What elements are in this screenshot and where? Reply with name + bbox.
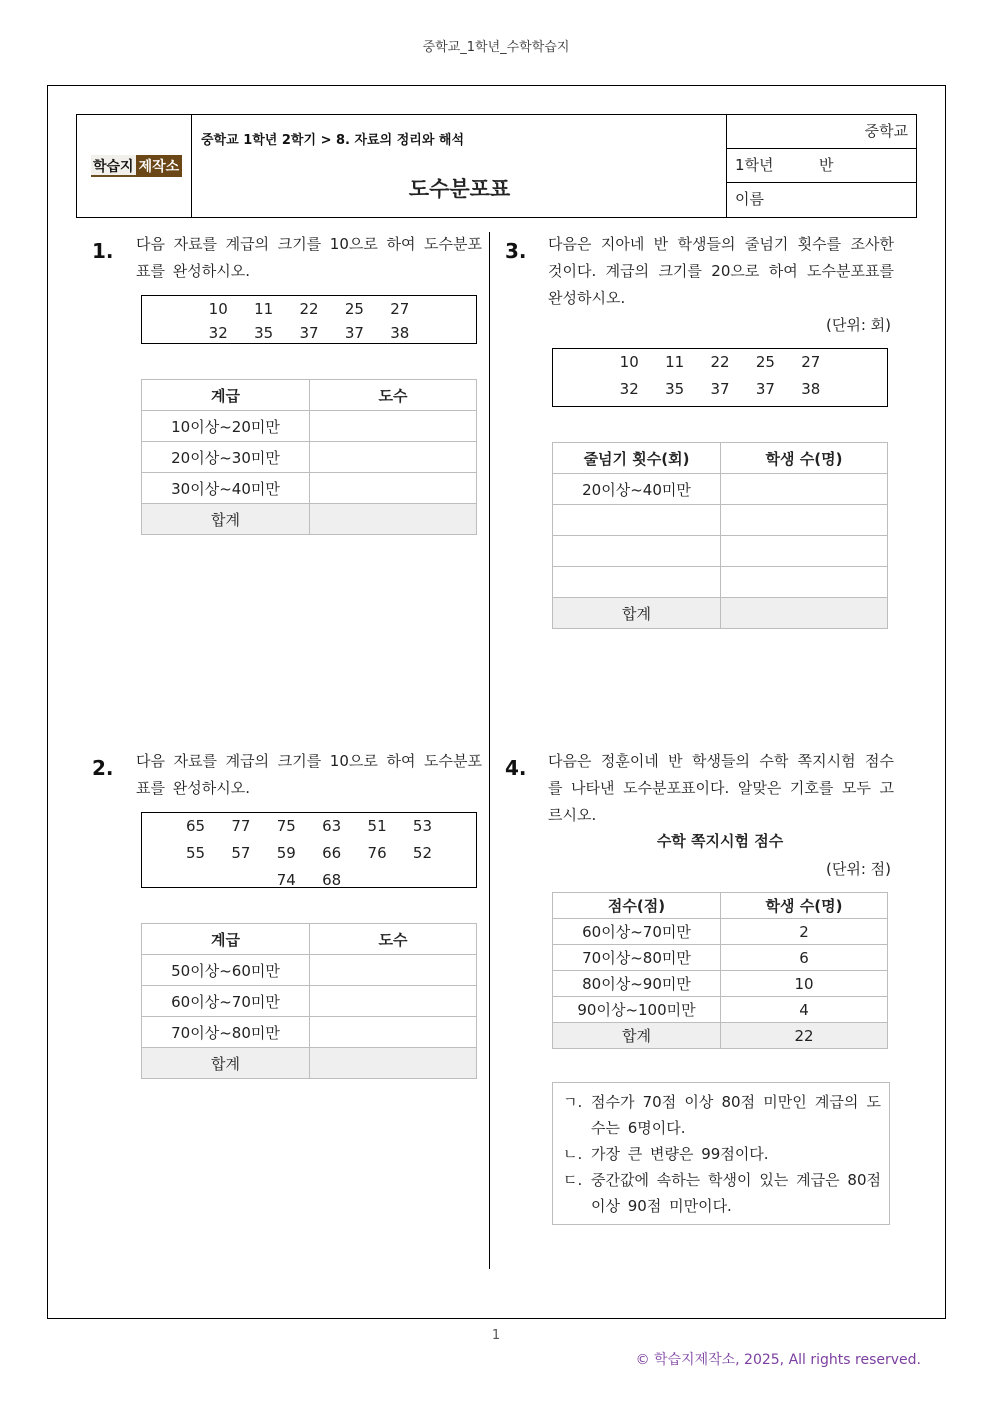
q1-number: 1. xyxy=(92,239,114,263)
document-header-title: 중학교_1학년_수학학습지 xyxy=(422,40,570,55)
q3-text: 다음은 지아네 반 학생들의 줄넘기 횟수를 조사한 것이다. 계급의 크기를 20으로 하여 도수분포표를 완성하시오. xyxy=(548,235,894,307)
table-total-row xyxy=(142,504,477,535)
q4-number: 4. xyxy=(505,756,527,780)
q4-choice-c[interactable] xyxy=(563,1167,881,1219)
worksheet-header xyxy=(76,114,917,218)
q3-col-count: 줄넘기 횟수(회) xyxy=(553,443,721,474)
q4-col-students: 학생 수(명) xyxy=(721,893,888,919)
q2-number: 2. xyxy=(92,756,114,780)
q4-choice-a[interactable] xyxy=(563,1089,881,1141)
table-row xyxy=(553,945,888,971)
q4-col-score: 점수(점) xyxy=(553,893,721,919)
q4-unit-note: (단위: 점) xyxy=(826,860,891,878)
grade-class-field[interactable] xyxy=(727,149,916,183)
brand-logo xyxy=(91,155,182,177)
q4-total-value: 22 xyxy=(721,1023,888,1049)
q4-row-1-count: 2 xyxy=(721,919,888,945)
q3-total-label: 합계 xyxy=(553,598,721,629)
q4-row-4-count: 4 xyxy=(721,997,888,1023)
q3-row-2-answer[interactable] xyxy=(721,505,888,536)
q1-col-frequency: 도수 xyxy=(310,380,477,411)
table-row xyxy=(553,536,888,567)
table-total-row xyxy=(553,1023,888,1049)
q1-data-line-1: 10 11 22 25 27 xyxy=(208,300,410,318)
logo-text-part1: 학습지 xyxy=(91,155,136,177)
school-field: 중학교 xyxy=(727,115,916,149)
table-header-row xyxy=(553,893,888,919)
q3-data-line-1: 10 11 22 25 27 xyxy=(619,353,821,371)
table-total-row xyxy=(142,1048,477,1079)
q2-row-2-class: 60이상~70미만 xyxy=(142,986,310,1017)
q3-total-answer[interactable] xyxy=(721,598,888,629)
q2-col-class: 계급 xyxy=(142,924,310,955)
table-header-row xyxy=(142,924,477,955)
q2-data-line-2: 55 57 59 66 76 52 xyxy=(185,844,433,862)
q2-total-label: 합계 xyxy=(142,1048,310,1079)
q3-row-1-class: 20이상~40미만 xyxy=(553,474,721,505)
q3-number: 3. xyxy=(505,239,527,263)
logo-text-part2: 제작소 xyxy=(136,155,183,177)
table-header-row xyxy=(142,380,477,411)
column-divider xyxy=(489,232,490,1269)
q3-frequency-table xyxy=(552,442,888,629)
table-header-row xyxy=(553,443,888,474)
q4-row-2-range: 70이상~80미만 xyxy=(553,945,721,971)
table-row xyxy=(142,955,477,986)
q2-data-box xyxy=(141,812,477,888)
table-total-row xyxy=(553,598,888,629)
q4-choice-c-mark: ㄷ. xyxy=(563,1171,583,1189)
q3-row-2-class[interactable] xyxy=(553,505,721,536)
q2-row-2-answer[interactable] xyxy=(310,986,477,1017)
table-row xyxy=(142,986,477,1017)
table-row xyxy=(553,971,888,997)
class-label: 반 xyxy=(819,156,834,174)
q4-row-3-count: 10 xyxy=(721,971,888,997)
q1-data-box xyxy=(141,295,477,344)
q1-text: 다음 자료를 계급의 크기를 10으로 하여 도수분포표를 완성하시오. xyxy=(136,235,482,280)
q3-row-4-class[interactable] xyxy=(553,567,721,598)
table-row xyxy=(553,997,888,1023)
q4-row-3-range: 80이상~90미만 xyxy=(553,971,721,997)
q4-choice-a-mark: ㄱ. xyxy=(563,1093,583,1111)
q1-total-label: 합계 xyxy=(142,504,310,535)
q4-choice-b-text: 가장 큰 변량은 99점이다. xyxy=(591,1145,769,1163)
q4-choice-c-text: 중간값에 속하는 학생이 있는 계급은 80점 이상 90점 미만이다. xyxy=(591,1171,881,1215)
q2-row-1-answer[interactable] xyxy=(310,955,477,986)
q2-data-line-3: 74 68 xyxy=(276,871,342,889)
table-row xyxy=(553,919,888,945)
q4-choice-b-mark: ㄴ. xyxy=(563,1145,583,1163)
q1-col-class: 계급 xyxy=(142,380,310,411)
q3-row-4-answer[interactable] xyxy=(721,567,888,598)
q1-row-3-class: 30이상~40미만 xyxy=(142,473,310,504)
q2-row-3-class: 70이상~80미만 xyxy=(142,1017,310,1048)
table-row xyxy=(553,567,888,598)
grade-label: 1학년 xyxy=(735,156,774,174)
q3-data-line-2: 32 35 37 37 38 xyxy=(619,380,821,398)
q4-row-1-range: 60이상~70미만 xyxy=(553,919,721,945)
q2-row-3-answer[interactable] xyxy=(310,1017,477,1048)
table-row xyxy=(142,1017,477,1048)
q2-row-1-class: 50이상~60미만 xyxy=(142,955,310,986)
student-info xyxy=(727,115,916,217)
q3-row-3-class[interactable] xyxy=(553,536,721,567)
name-field[interactable]: 이름 xyxy=(735,190,764,208)
q2-col-frequency: 도수 xyxy=(310,924,477,955)
q1-row-1-answer[interactable] xyxy=(310,411,477,442)
table-row xyxy=(142,411,477,442)
q4-choices-box xyxy=(552,1082,890,1225)
table-row xyxy=(142,442,477,473)
worksheet-title: 도수분포표 xyxy=(408,177,511,201)
q3-data-box xyxy=(552,348,888,407)
q4-row-2-count: 6 xyxy=(721,945,888,971)
q4-table-caption: 수학 쪽지시험 점수 xyxy=(656,832,784,850)
q1-row-1-class: 10이상~20미만 xyxy=(142,411,310,442)
q4-text: 다음은 정훈이네 반 학생들의 수학 쪽지시험 점수를 나타낸 도수분포표이다. 알맞은 기호를 모두 고르시오. xyxy=(548,752,894,824)
table-row xyxy=(142,473,477,504)
q3-unit-note: (단위: 회) xyxy=(826,316,891,334)
q4-choice-a-text: 점수가 70점 이상 80점 미만인 계급의 도수는 6명이다. xyxy=(591,1093,881,1137)
table-row xyxy=(553,505,888,536)
q2-total-answer[interactable] xyxy=(310,1048,477,1079)
q2-frequency-table xyxy=(141,923,477,1079)
q2-text: 다음 자료를 계급의 크기를 10으로 하여 도수분포표를 완성하시오. xyxy=(136,752,482,797)
logo-cell xyxy=(77,115,192,217)
q3-row-3-answer[interactable] xyxy=(721,536,888,567)
q4-row-4-range: 90이상~100미만 xyxy=(553,997,721,1023)
q3-col-students: 학생 수(명) xyxy=(721,443,888,474)
q1-data-line-2: 32 35 37 37 38 xyxy=(208,324,410,342)
q2-data-line-1: 65 77 75 63 51 53 xyxy=(185,817,433,835)
q3-row-1-answer[interactable] xyxy=(721,474,888,505)
copyright-notice: © 학습지제작소, 2025, All rights reserved. xyxy=(635,1352,921,1368)
q1-total-answer[interactable] xyxy=(310,504,477,535)
q4-choice-b[interactable] xyxy=(563,1141,881,1167)
q4-total-label: 합계 xyxy=(553,1023,721,1049)
page-number: 1 xyxy=(491,1328,501,1343)
q4-frequency-table xyxy=(552,892,888,1049)
unit-cell xyxy=(192,115,727,217)
q1-row-2-class: 20이상~30미만 xyxy=(142,442,310,473)
q1-row-2-answer[interactable] xyxy=(310,442,477,473)
q1-row-3-answer[interactable] xyxy=(310,473,477,504)
table-row xyxy=(553,474,888,505)
q1-frequency-table xyxy=(141,379,477,535)
unit-breadcrumb: 중학교 1학년 2학기 > 8. 자료의 정리와 해석 xyxy=(201,133,465,148)
